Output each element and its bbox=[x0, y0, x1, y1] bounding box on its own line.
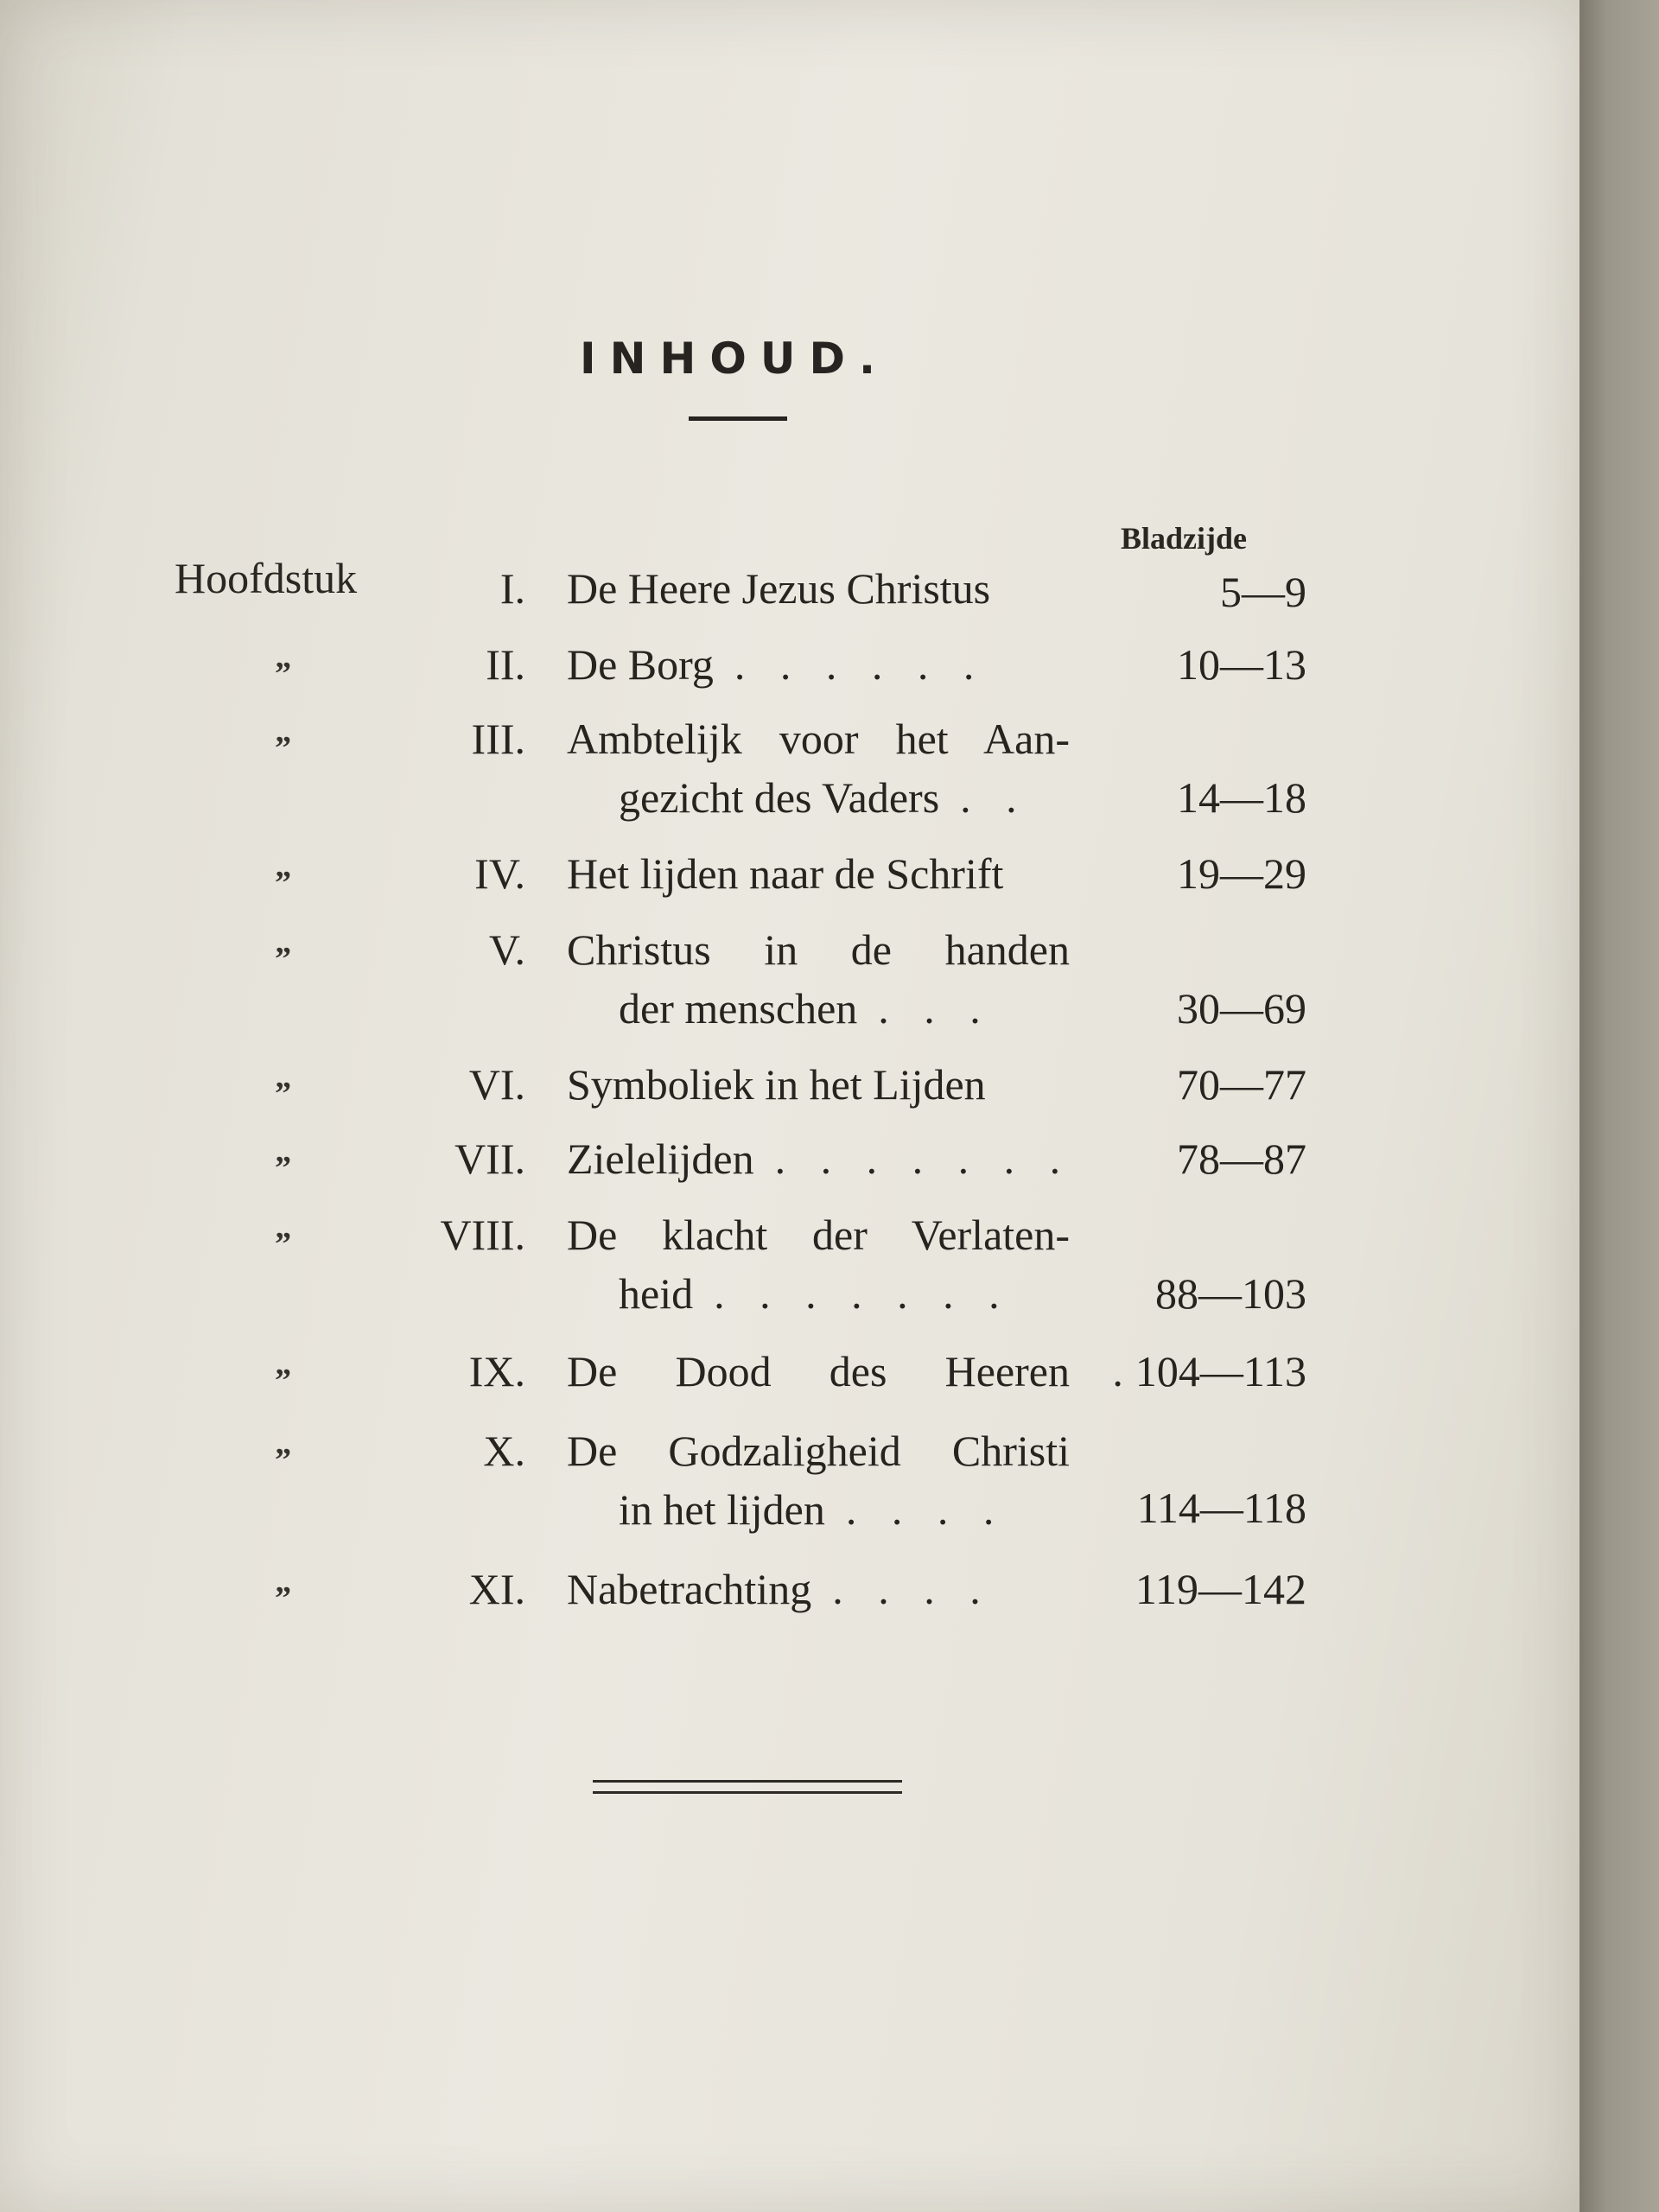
page-range: 88—103 bbox=[1155, 1269, 1306, 1318]
chapter-title: Ambtelijk voor het Aan- bbox=[567, 715, 1070, 763]
leader-dots: . . . . . . bbox=[734, 640, 987, 689]
chapter-title bbox=[567, 639, 1070, 690]
page-range-text: 104—113 bbox=[1135, 1347, 1306, 1395]
page-range: 119—142 bbox=[1135, 1565, 1306, 1613]
ditto-mark: ” bbox=[275, 1150, 291, 1186]
chapter-column-label: Hoofdstuk bbox=[175, 554, 358, 602]
chapter-number: IV. bbox=[474, 849, 525, 898]
page-column-header: Bladzijde bbox=[1120, 521, 1247, 556]
chapter-title-text: Zielelijden bbox=[567, 1135, 754, 1183]
book-edge bbox=[1580, 0, 1659, 2212]
chapter-title: Christus in de handen bbox=[567, 925, 1070, 974]
ditto-mark: ” bbox=[275, 656, 291, 692]
ditto-mark: ” bbox=[275, 1226, 291, 1262]
ditto-mark: ” bbox=[275, 865, 291, 901]
leader-dots: . bbox=[1112, 1347, 1135, 1395]
chapter-number: I. bbox=[499, 564, 525, 613]
leader-dots: . . bbox=[960, 773, 1029, 822]
ditto-mark: ” bbox=[275, 941, 291, 977]
leader-dots: . . . . . . . bbox=[714, 1269, 1012, 1318]
chapter-number: VII. bbox=[454, 1135, 525, 1183]
ditto-mark: ” bbox=[275, 730, 291, 766]
chapter-title: De Heere Jezus Christus bbox=[567, 564, 991, 613]
page-range: 70—77 bbox=[1177, 1060, 1306, 1109]
chapter-number: XI. bbox=[468, 1565, 525, 1613]
ditto-mark: ” bbox=[275, 1363, 291, 1399]
leader-dots: . . . bbox=[878, 984, 993, 1033]
chapter-title-cont-text: gezicht des Vaders bbox=[619, 773, 940, 822]
chapter-title-continued bbox=[619, 983, 1070, 1033]
chapter-number: II. bbox=[486, 640, 525, 689]
page-title: INHOUD. bbox=[580, 334, 889, 384]
page-range: 14—18 bbox=[1177, 773, 1306, 822]
chapter-number: VI. bbox=[468, 1060, 525, 1109]
ditto-mark: ” bbox=[275, 1076, 291, 1112]
chapter-number: III. bbox=[471, 715, 525, 763]
page-range: 5—9 bbox=[1220, 568, 1306, 616]
chapter-title-cont-text: in het lijden bbox=[619, 1485, 825, 1534]
chapter-title-cont-text: der menschen bbox=[619, 984, 858, 1033]
chapter-title-text: De Borg bbox=[567, 640, 714, 689]
chapter-title-cont-text: heid bbox=[619, 1269, 694, 1318]
chapter-title: Symboliek in het Lijden bbox=[567, 1060, 986, 1109]
page-range: 114—118 bbox=[1136, 1484, 1306, 1532]
page-range: 78—87 bbox=[1177, 1135, 1306, 1183]
chapter-number: V. bbox=[488, 925, 525, 974]
page-range: 30—69 bbox=[1177, 984, 1306, 1033]
chapter-title-continued bbox=[619, 1268, 1070, 1319]
closing-double-rule bbox=[593, 1780, 902, 1794]
chapter-title: De Dood des Heeren bbox=[567, 1347, 1070, 1395]
chapter-title: Het lijden naar de Schrift bbox=[567, 849, 1004, 898]
chapter-number: X. bbox=[483, 1427, 525, 1475]
leader-dots: . . . . bbox=[845, 1485, 1007, 1534]
chapter-title-continued bbox=[619, 772, 1070, 823]
chapter-number: IX. bbox=[468, 1347, 525, 1395]
leader-dots: . . . . . . . bbox=[774, 1135, 1073, 1183]
page-range bbox=[1082, 1346, 1306, 1396]
ditto-mark: ” bbox=[275, 1442, 291, 1478]
page-range: 10—13 bbox=[1177, 640, 1306, 689]
title-underline bbox=[689, 416, 787, 421]
page-range: 19—29 bbox=[1177, 849, 1306, 898]
chapter-title bbox=[567, 1134, 1073, 1184]
chapter-title bbox=[567, 1564, 1070, 1614]
ditto-mark: ” bbox=[275, 1580, 291, 1617]
chapter-title-text: Nabetrachting bbox=[567, 1565, 812, 1613]
chapter-title-continued bbox=[619, 1484, 1070, 1535]
chapter-number: VIII. bbox=[440, 1211, 525, 1259]
chapter-title: De klacht der Verlaten- bbox=[567, 1211, 1070, 1259]
chapter-title: De Godzaligheid Christi bbox=[567, 1427, 1070, 1475]
leader-dots: . . . . bbox=[832, 1565, 993, 1613]
